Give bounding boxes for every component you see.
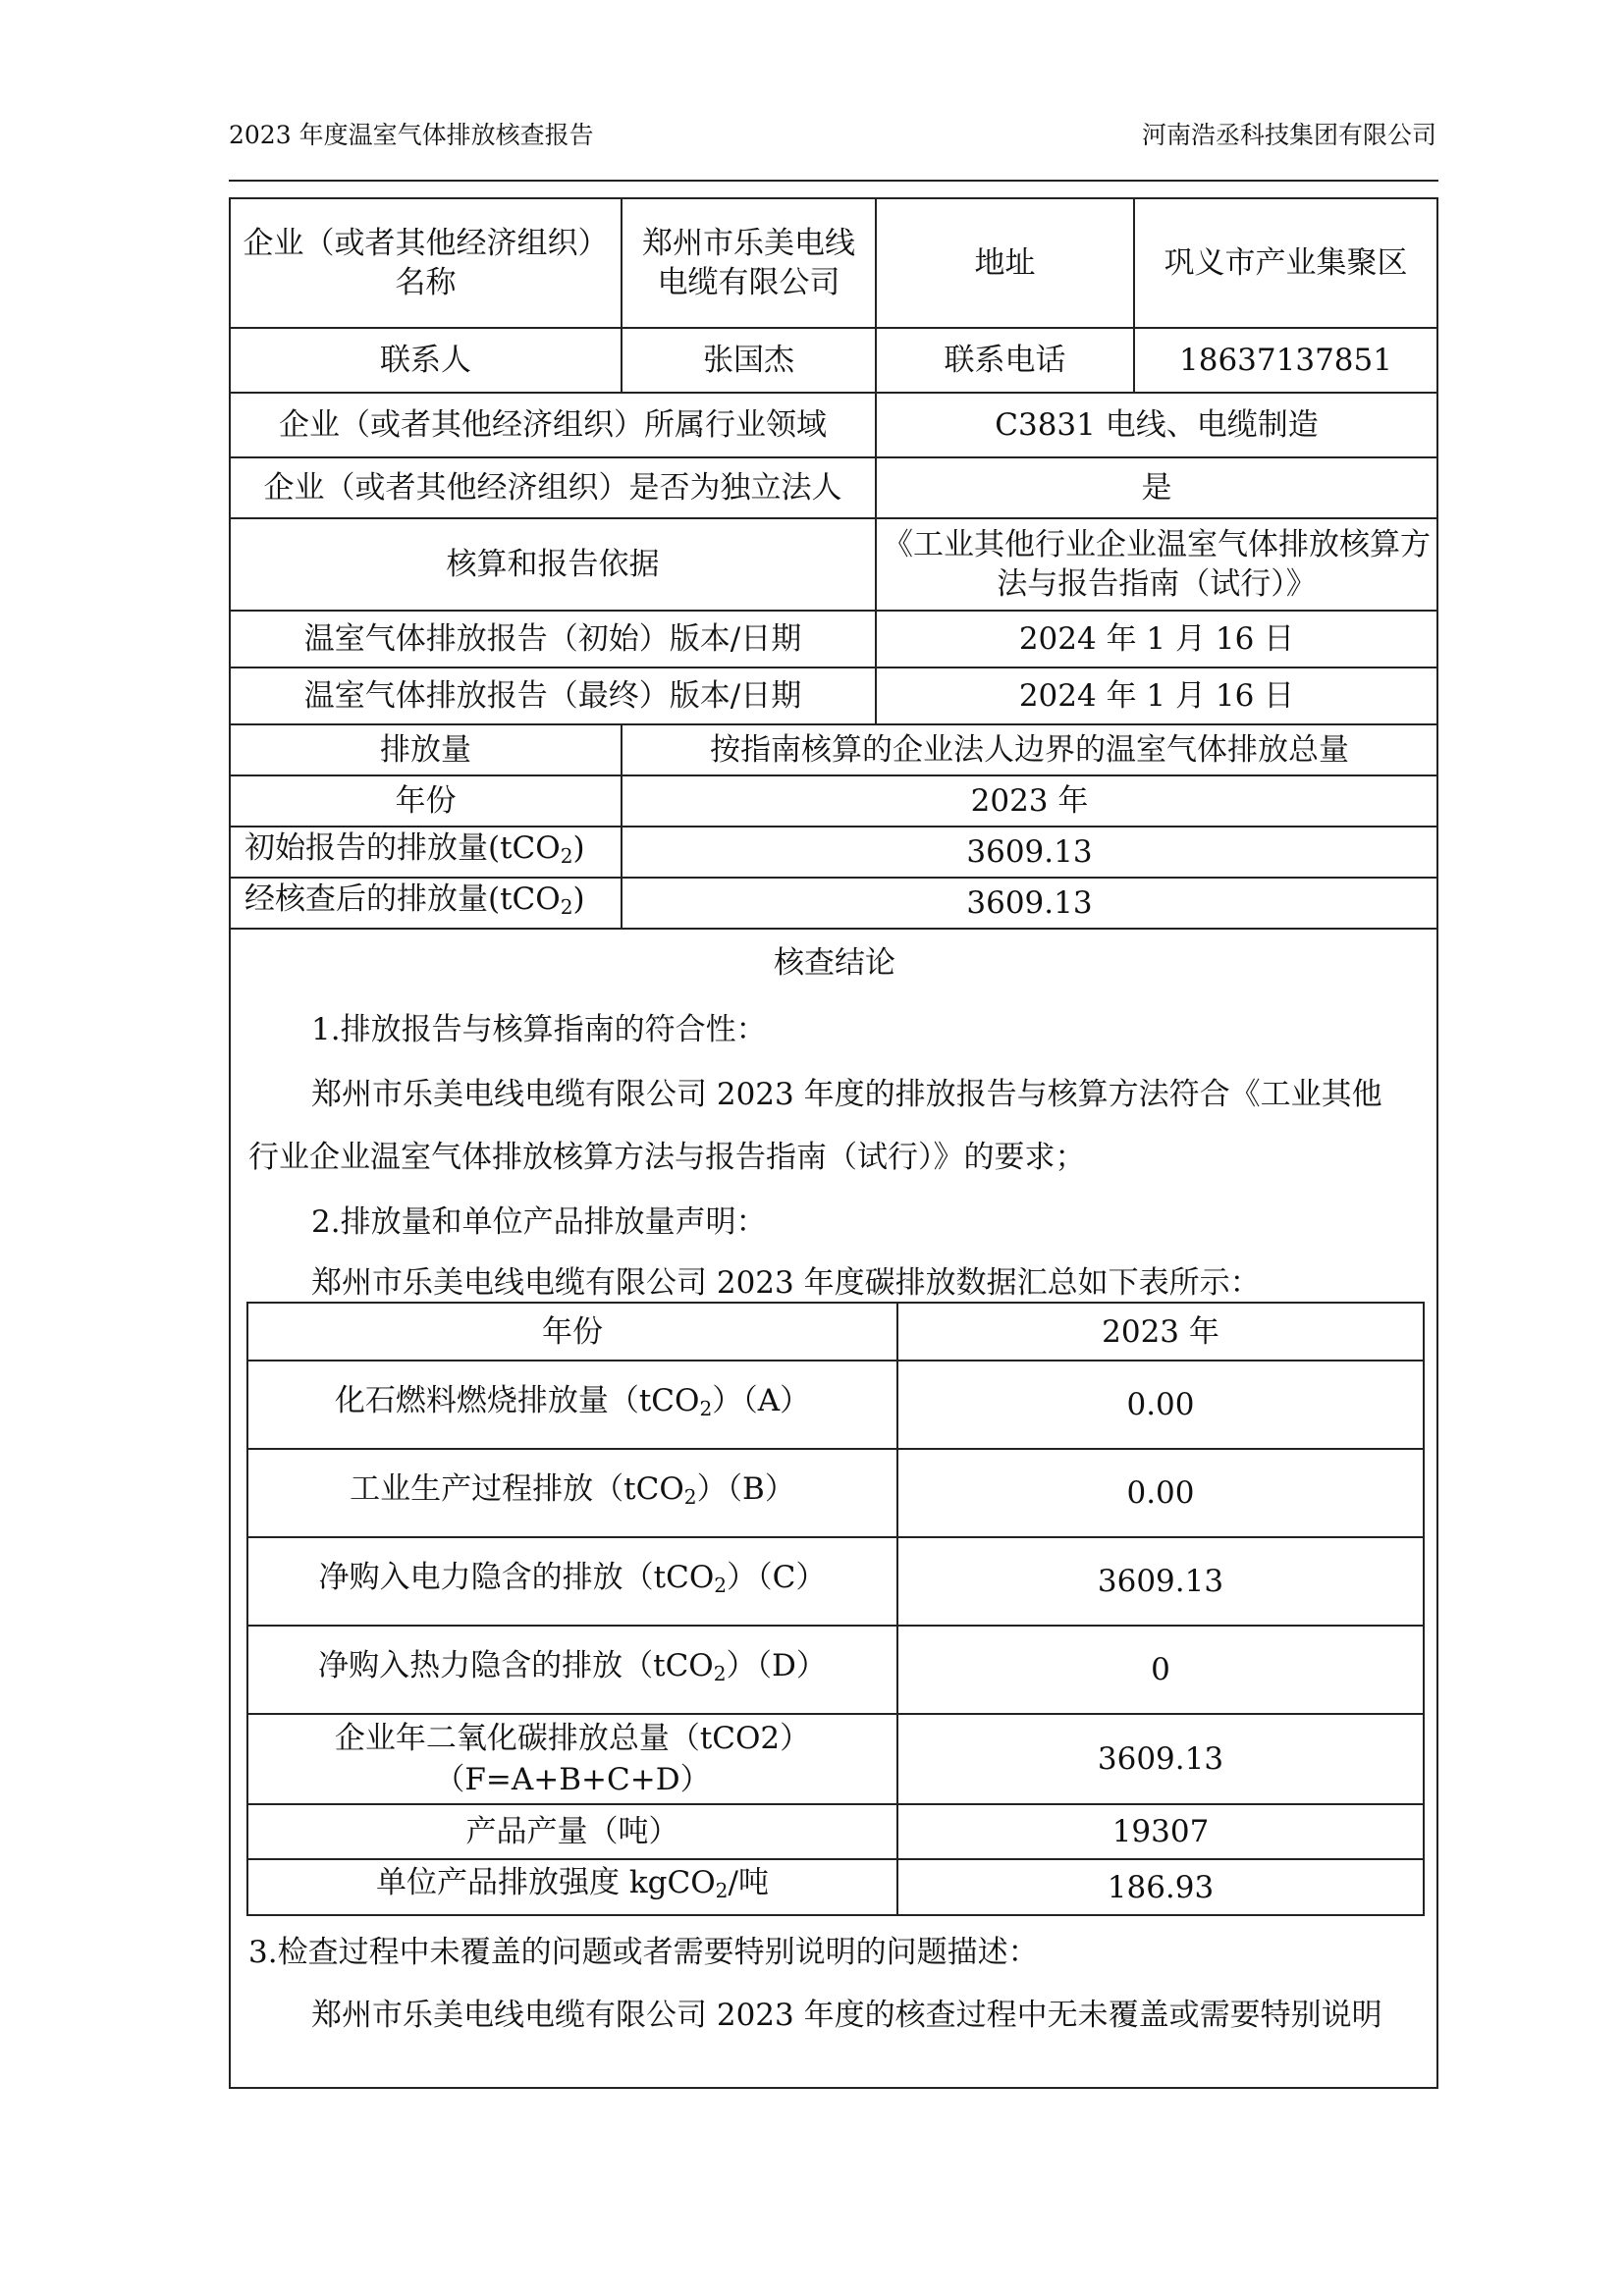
fossil-fuel-emission-value: 0.00: [897, 1361, 1424, 1449]
initial-emission-value: 3609.13: [622, 827, 1437, 878]
org-name-value: 郑州市乐美电线电缆有限公司: [622, 198, 876, 328]
heat-emission-label: 净购入热力隐含的排放（tCO$_2$）（D）: [247, 1626, 897, 1714]
initial-report-value: 2024 年 1 月 16 日: [876, 611, 1437, 667]
emission-intensity-value: 186.93: [897, 1859, 1424, 1915]
emission-statement-text: 郑州市乐美电线电缆有限公司 2023 年度碳排放数据汇总如下表所示：: [311, 1265, 1261, 1301]
table-row: [247, 1859, 1424, 1915]
summary-header-value: 2023 年: [897, 1303, 1424, 1361]
final-report-value: 2024 年 1 月 16 日: [876, 667, 1437, 724]
org-name-label: 企业（或者其他经济组织）名称: [230, 198, 622, 328]
verified-emission-label: 经核查后的排放量(tCO$_2$): [230, 878, 622, 929]
emission-label: 排放量: [230, 724, 622, 775]
electricity-emission-label: 净购入电力隐含的排放（tCO$_2$）（C）: [247, 1537, 897, 1626]
fossil-fuel-emission-label: 化石燃料燃烧排放量（tCO$_2$）（A）: [247, 1361, 897, 1449]
table-row: [247, 1714, 1424, 1804]
table-row: [247, 1537, 1424, 1626]
emission-intensity-label: 单位产品排放强度 kgCO$_2$/吨: [247, 1859, 897, 1915]
conformity-text-line-1: 郑州市乐美电线电缆有限公司 2023 年度的排放报告与核算方法符合《工业其他: [311, 1077, 1382, 1112]
emission-value: 按指南核算的企业法人边界的温室气体排放总量: [622, 724, 1437, 775]
uncovered-issues-text: 郑州市乐美电线电缆有限公司 2023 年度的核查过程中无未覆盖或需要特别说明: [311, 1998, 1382, 2033]
contact-value: 张国杰: [622, 328, 876, 393]
address-value: 巩义市产业集聚区: [1134, 198, 1437, 328]
table-row: [247, 1361, 1424, 1449]
header-company-name: 河南浩丞科技集团有限公司: [1141, 121, 1436, 149]
industry-value: C3831 电线、电缆制造: [876, 393, 1437, 457]
industry-label: 企业（或者其他经济组织）所属行业领域: [230, 393, 876, 457]
uncovered-issues-heading: 3.检查过程中未覆盖的问题或者需要特别说明的问题描述：: [248, 1935, 1039, 1970]
electricity-emission-value: 3609.13: [897, 1537, 1424, 1626]
industrial-process-emission-value: 0.00: [897, 1449, 1424, 1537]
product-output-value: 19307: [897, 1804, 1424, 1859]
conclusion-title: 核查结论: [774, 945, 895, 981]
contact-label: 联系人: [230, 328, 622, 393]
table-row: [247, 1449, 1424, 1537]
year-value: 2023 年: [622, 775, 1437, 827]
basis-value: 《工业其他行业企业温室气体排放核算方法与报告指南（试行）》: [876, 518, 1437, 611]
emission-summary-table: [246, 1302, 1425, 1916]
address-label: 地址: [876, 198, 1134, 328]
heat-emission-value: 0: [897, 1626, 1424, 1714]
legal-person-value: 是: [876, 457, 1437, 518]
summary-header-label: 年份: [247, 1303, 897, 1361]
header-report-title: 2023 年度温室气体排放核查报告: [229, 121, 594, 149]
header-divider: [229, 180, 1438, 182]
product-output-label: 产品产量（吨）: [247, 1804, 897, 1859]
conformity-heading: 1.排放报告与核算指南的符合性：: [311, 1012, 767, 1047]
emission-statement-heading: 2.排放量和单位产品排放量声明：: [311, 1204, 767, 1240]
verification-info-table: [229, 197, 1438, 2089]
phone-label: 联系电话: [876, 328, 1134, 393]
conformity-text-line-2: 行业企业温室气体排放核算方法与报告指南（试行）》的要求；: [248, 1140, 1086, 1175]
verification-conclusion: [230, 929, 1437, 2088]
page-header: [229, 116, 1436, 155]
final-report-label: 温室气体排放报告（最终）版本/日期: [230, 667, 876, 724]
initial-report-label: 温室气体排放报告（初始）版本/日期: [230, 611, 876, 667]
verified-emission-value: 3609.13: [622, 878, 1437, 929]
total-emission-label: 企业年二氧化碳排放总量（tCO2） （F=A+B+C+D）: [247, 1714, 897, 1804]
table-row: [247, 1626, 1424, 1714]
basis-label: 核算和报告依据: [230, 518, 876, 611]
table-row: [247, 1804, 1424, 1859]
year-label: 年份: [230, 775, 622, 827]
total-emission-value: 3609.13: [897, 1714, 1424, 1804]
phone-value: 18637137851: [1134, 328, 1437, 393]
initial-emission-label: 初始报告的排放量(tCO$_2$): [230, 827, 622, 878]
industrial-process-emission-label: 工业生产过程排放（tCO$_2$）（B）: [247, 1449, 897, 1537]
legal-person-label: 企业（或者其他经济组织）是否为独立法人: [230, 457, 876, 518]
